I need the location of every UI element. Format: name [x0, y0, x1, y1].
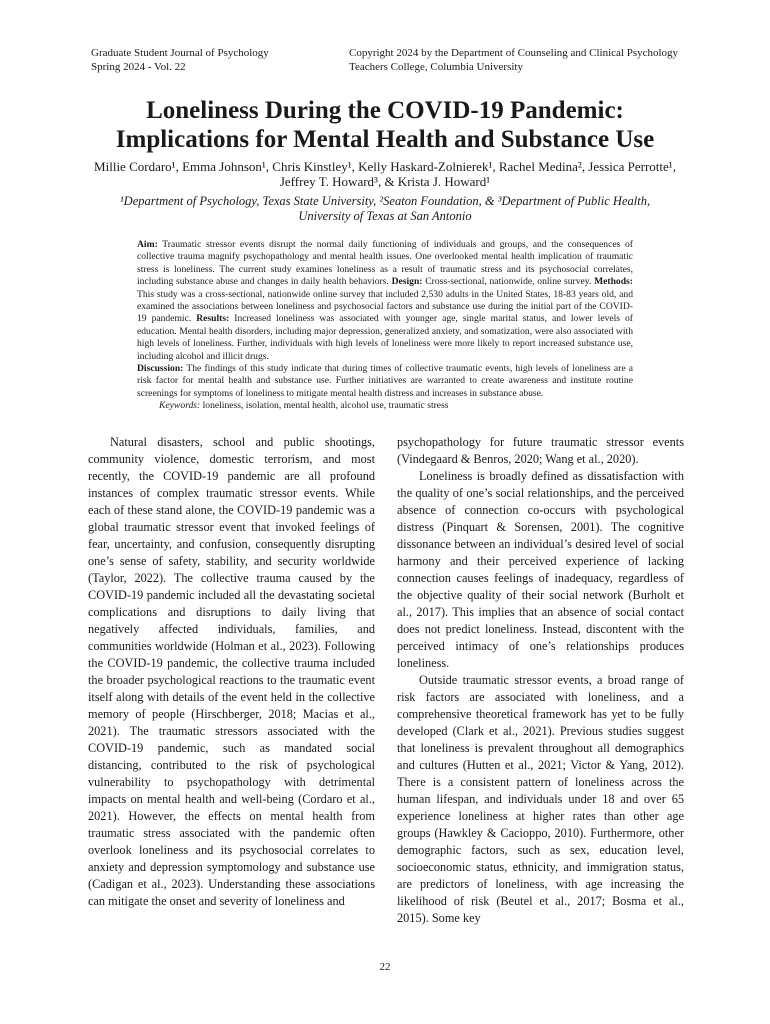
abstract: [137, 239, 633, 413]
body-column-left: [88, 434, 375, 910]
body-paragraph: Natural disasters, school and public shootings, community violence, domestic terrorism, and most recently, the COVID-19 pandemic are all profound instances of complex traumatic stressor events. While each of these stand alone, the COVID-19 pandemic was a global traumatic stressor event that invoked feelings of fear, uncertainty, and confusion, consequently disrupting one’s sense of safety, stability, and security worldwide (Taylor, 2022). The collective trauma caused by the COVID-19 pandemic included all the devastating societal complications and disruptions to daily living that negatively affected individuals, families, and communities worldwide (Holman et al., 2023). Following the COVID-19 pandemic, the collective trauma included the broader psychological reactions to the traumatic event itself along with details of the event held in the collective memory of people (Hirschberger, 2018; Macias et al., 2021). The traumatic stressors associated with the COVID-19 pandemic, such as mandated social distancing, contributed to the risk of psychological vulnerability to psychopathology with detrimental impacts on mental health and well-being (Cordaro et al., 2021). However, the effects on mental health from traumatic stress associated with the pandemic often overlook loneliness and its psychosocial correlates to anxiety and depression symptomology and substance use (Cadigan et al., 2023). Understanding these associations can mitigate the onset and severity of loneliness and: [88, 435, 375, 908]
journal-name: Graduate Student Journal of Psychology: [91, 47, 269, 59]
keywords-text: loneliness, isolation, mental health, alcohol use, traumatic stress: [200, 400, 449, 412]
issue-info: Spring 2024 - Vol. 22: [91, 61, 186, 73]
design-label: Design:: [388, 276, 423, 288]
affiliation-line-1: ¹Department of Psychology, Texas State University, ²Seaton Foundation, & ³Department of Public Health,: [119, 194, 651, 208]
institution-line: Teachers College, Columbia University: [349, 61, 523, 73]
aim-text: Traumatic stressor events disrupt the normal daily functioning of individuals and groups, and the consequences of collective trauma magnify psychopathology and mental health issues. One overlooked mental health implication of traumatic stress is loneliness. The current study examines loneliness as a result of traumatic stress and its psychosocial correlates, including substance abuse and changes in daily health behaviors.: [137, 239, 633, 288]
results-text: Increased loneliness was associated with younger age, single marital status, and lower levels of education. Mental health disorders, including major depression, generalized anxiety, and somatization, were also associated with high levels of loneliness. Further, individuals with high levels of loneliness were more likely to report increased substance use, including alcohol and illicit drugs.: [137, 313, 633, 362]
discussion-label: Discussion:: [137, 363, 184, 375]
body-paragraph-continued: psychopathology for future traumatic stressor events (Vindegaard & Benros, 2020; Wang et al., 2020).: [397, 435, 684, 466]
aim-label: Aim:: [137, 239, 158, 250]
title-line-1: Loneliness During the COVID-19 Pandemic:: [146, 97, 624, 124]
affiliations: [80, 194, 690, 224]
abstract-discussion: [137, 363, 633, 400]
body-column-right: [397, 434, 684, 927]
body-paragraph: Loneliness is broadly defined as dissatisfaction with the quality of one’s social relationships, and the perceived absence of connection co-occurs with psychological distress (Pinquart & Sorensen, 2001). The cognitive dissonance between an individual’s desired level of social harmony and their perceived experience of lacking connection causes feelings of inadequacy, regardless of the objective quality of their social network (Burholt et al., 2017). This implies that an absence of social contact does not predict loneliness. Instead, discontent with the perceived intimacy of one’s relationships produces loneliness.: [397, 469, 684, 670]
running-header-right: [349, 46, 678, 74]
affiliation-line-2: University of Texas at San Antonio: [298, 209, 472, 223]
running-header-left: [91, 46, 269, 74]
abstract-body: [137, 239, 633, 363]
discussion-text: The findings of this study indicate that during times of collective traumatic events, high levels of loneliness are a risk factor for mental health and substance use. Further initiatives are warranted to create awareness and institute routine screenings for symptoms of loneliness to mitigate mental health distress and increases in substance abuse.: [137, 363, 633, 399]
keywords-label: Keywords:: [159, 400, 201, 412]
title-line-2: Implications for Mental Health and Substance Use: [115, 126, 655, 153]
author-list: Millie Cordaro¹, Emma Johnson¹, Chris Kinstley¹, Kelly Haskard-Zolnierek¹, Rachel Medina², Jessica Perrotte¹, Jeffrey T. Howard³, & Krista J. Howard¹: [94, 159, 676, 189]
copyright-line: Copyright 2024 by the Department of Counseling and Clinical Psychology: [349, 47, 679, 59]
results-label: Results:: [191, 313, 230, 325]
body-paragraph: Outside traumatic stressor events, a broad range of risk factors are associated with loneliness, and a comprehensive theoretical framework has yet to be fully developed (Clark et al., 2021). Previous studies suggest that loneliness is prevalent throughout all demographics and cultures (Hutten et al., 2021; Victor & Yang, 2012). There is a consistent pattern of loneliness across the human lifespan, and individuals under 18 and over 65 experience loneliness at higher rates than other age groups (Hawkley & Cacioppo, 2010). Furthermore, other demographic factors, such as sex, education level, socioeconomic status, ethnicity, and immigration status, are predictors of loneliness, with age increasing the likelihood of risk (Beutel et al., 2017; Bosma et al., 2015). Some key: [397, 673, 684, 925]
article-title: [60, 96, 710, 154]
methods-label: Methods:: [591, 276, 633, 288]
page-number: 22: [379, 961, 391, 973]
methods-text: This study was a cross-sectional, nationwide online survey that included 2,530 adults in the United States, 18-83 years old, and examined the associations between loneliness and psychosocial factors and substance use during the initial part of the COVID-19 pandemic.: [137, 288, 633, 325]
design-text: Cross-sectional, nationwide, online survey.: [422, 276, 592, 288]
keywords: [137, 400, 633, 412]
